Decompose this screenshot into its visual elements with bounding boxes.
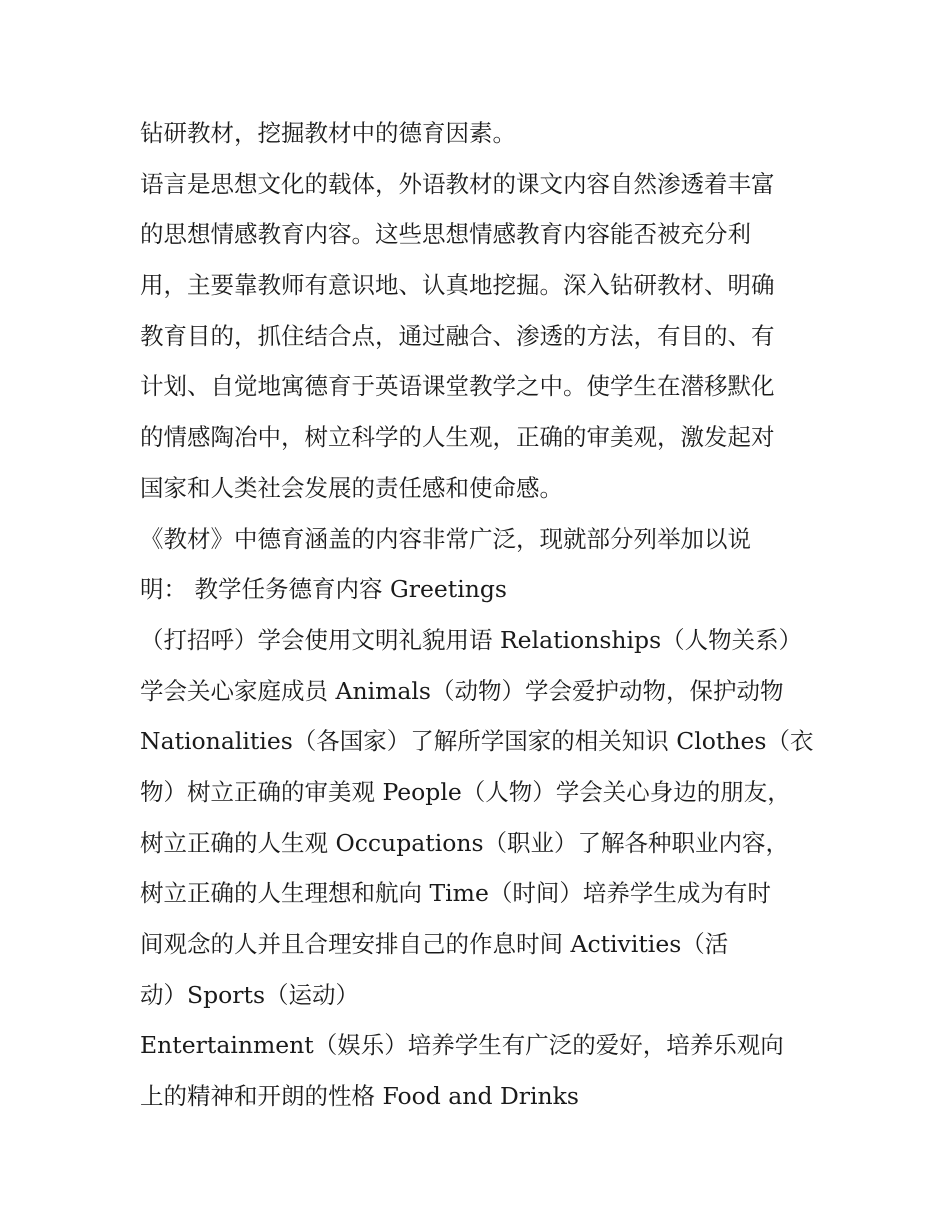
text-line: 教育目的，抓住结合点，通过融合、渗透的方法，有目的、有	[140, 321, 775, 350]
text-line: 学会关心家庭成员 Animals（动物）学会爱护动物，保护动物	[140, 676, 784, 705]
text-line: 国家和人类社会发展的责任感和使命感。	[140, 473, 563, 502]
text-line: 语言是思想文化的载体，外语教材的课文内容自然渗透着丰富	[140, 169, 775, 198]
text-line: 动）Sports（运动）	[140, 980, 360, 1009]
text-line: 上的精神和开朗的性格 Food and Drinks	[140, 1082, 579, 1111]
text-line: 树立正确的人生观 Occupations（职业）了解各种职业内容，	[140, 828, 790, 857]
text-line: 的思想情感教育内容。这些思想情感教育内容能否被充分利	[140, 220, 751, 249]
text-line: 钻研教材，挖掘教材中的德育因素。	[140, 119, 516, 147]
text-line: 《教材》中德育涵盖的内容非常广泛，现就部分列举加以说	[140, 524, 751, 553]
text-line: Entertainment（娱乐）培养学生有广泛的爱好，培养乐观向	[140, 1031, 784, 1060]
text-line: 树立正确的人生理想和航向 Time（时间）培养学生成为有时	[140, 879, 771, 908]
text-line: （打招呼）学会使用文明礼貌用语 Relationships（人物关系）	[140, 625, 803, 654]
text-line: 计划、自觉地寓德育于英语课堂教学之中。使学生在潜移默化	[140, 372, 775, 401]
body-text	[140, 108, 820, 1122]
text-line: 明： 教学任务德育内容 Greetings	[140, 575, 507, 604]
text-line: 用，主要靠教师有意识地、认真地挖掘。深入钻研教材、明确	[140, 271, 775, 300]
text-line: 间观念的人并且合理安排自己的作息时间 Activities（活	[140, 930, 729, 958]
text-line: 物）树立正确的审美观 People（人物）学会关心身边的朋友，	[140, 777, 791, 806]
text-line: 的情感陶冶中，树立科学的人生观，正确的审美观，激发起对	[140, 423, 775, 452]
text-line: Nationalities（各国家）了解所学国家的相关知识 Clothes（衣	[140, 727, 814, 756]
